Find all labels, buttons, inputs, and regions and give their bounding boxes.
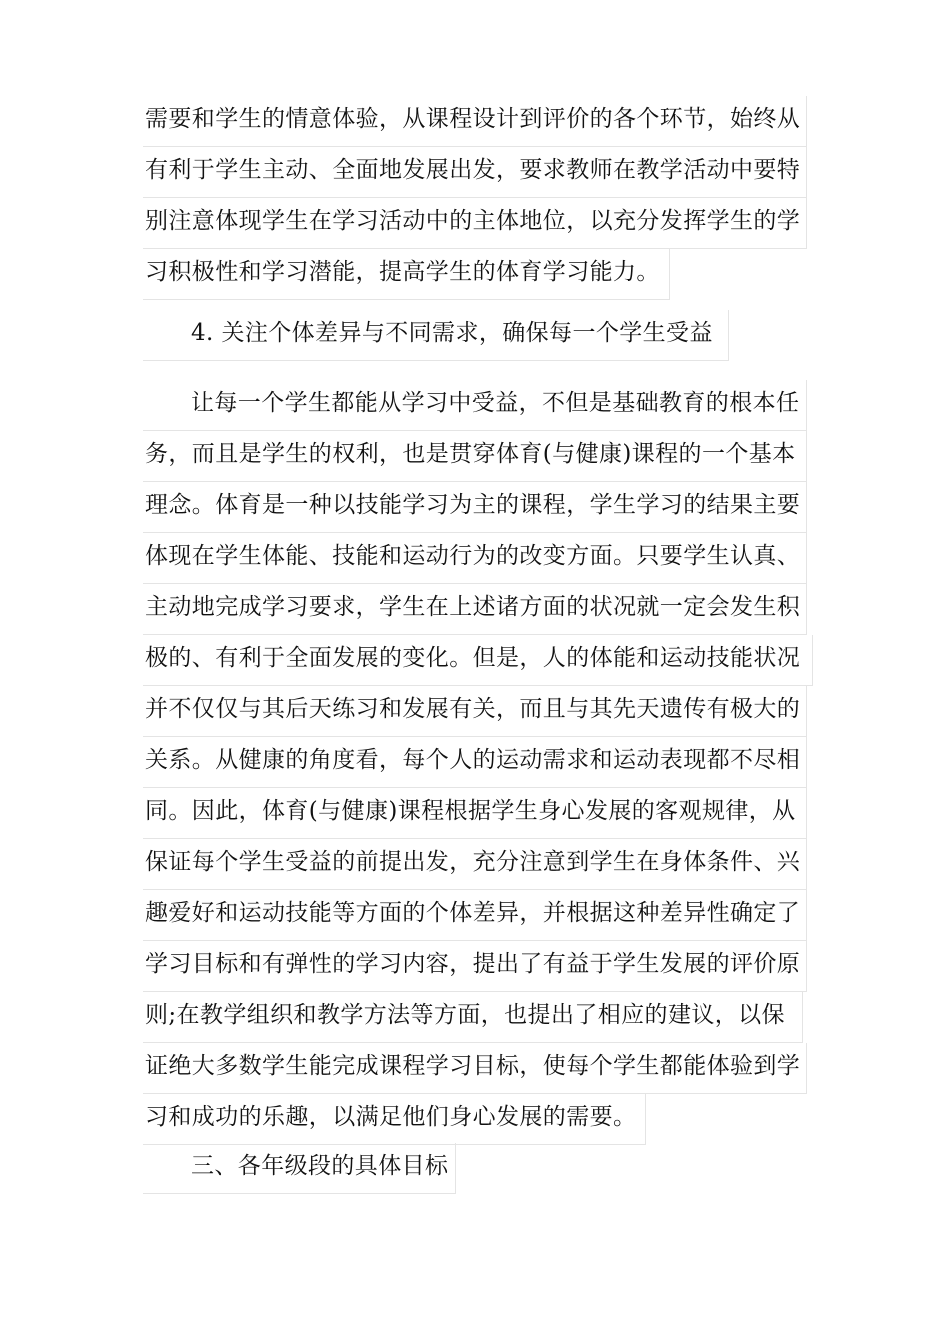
paragraph-2 bbox=[143, 380, 813, 1145]
paragraph-line: 主动地完成学习要求，学生在上述诸方面的状况就一定会发生积 bbox=[143, 584, 807, 635]
paragraph-line: 理念。体育是一种以技能学习为主的课程，学生学习的结果主要 bbox=[143, 482, 807, 533]
paragraph-line: 关系。从健康的角度看，每个人的运动需求和运动表现都不尽相 bbox=[143, 737, 807, 788]
paragraph-line: 极的、有利于全面发展的变化。但是，人的体能和运动技能状况 bbox=[143, 635, 813, 686]
paragraph-line: 务，而且是学生的权利，也是贯穿体育(与健康)课程的一个基本 bbox=[143, 431, 807, 482]
paragraph-line: 并不仅仅与其后天练习和发展有关，而且与其先天遗传有极大的 bbox=[143, 686, 807, 737]
paragraph-line: 让每一个学生都能从学习中受益，不但是基础教育的根本任 bbox=[143, 380, 807, 431]
paragraph-line: 学习目标和有弹性的学习内容，提出了有益于学生发展的评价原 bbox=[143, 941, 807, 992]
paragraph-line: 趣爱好和运动技能等方面的个体差异，并根据这种差异性确定了 bbox=[143, 890, 807, 941]
heading-line: 三、各年级段的具体目标 bbox=[143, 1143, 456, 1194]
paragraph-line: 有利于学生主动、全面地发展出发，要求教师在教学活动中要特 bbox=[143, 147, 807, 198]
paragraph-line: 保证每个学生受益的前提出发，充分注意到学生在身体条件、兴 bbox=[143, 839, 807, 890]
section-heading-4 bbox=[143, 310, 729, 361]
paragraph-line: 则;在教学组织和教学方法等方面，也提出了相应的建议，以保 bbox=[143, 992, 803, 1043]
paragraph-line: 习积极性和学习潜能，提高学生的体育学习能力。 bbox=[143, 249, 670, 300]
paragraph-line: 习和成功的乐趣，以满足他们身心发展的需要。 bbox=[143, 1094, 646, 1145]
heading-line: 4. 关注个体差异与不同需求，确保每一个学生受益 bbox=[143, 310, 729, 361]
paragraph-1 bbox=[143, 96, 807, 300]
paragraph-line: 体现在学生体能、技能和运动行为的改变方面。只要学生认真、 bbox=[143, 533, 807, 584]
paragraph-line: 需要和学生的情意体验，从课程设计到评价的各个环节，始终从 bbox=[143, 96, 807, 147]
paragraph-line: 同。因此，体育(与健康)课程根据学生身心发展的客观规律，从 bbox=[143, 788, 807, 839]
paragraph-line: 证绝大多数学生能完成课程学习目标，使每个学生都能体验到学 bbox=[143, 1043, 807, 1094]
paragraph-line: 别注意体现学生在学习活动中的主体地位，以充分发挥学生的学 bbox=[143, 198, 807, 249]
section-heading-3 bbox=[143, 1143, 456, 1194]
